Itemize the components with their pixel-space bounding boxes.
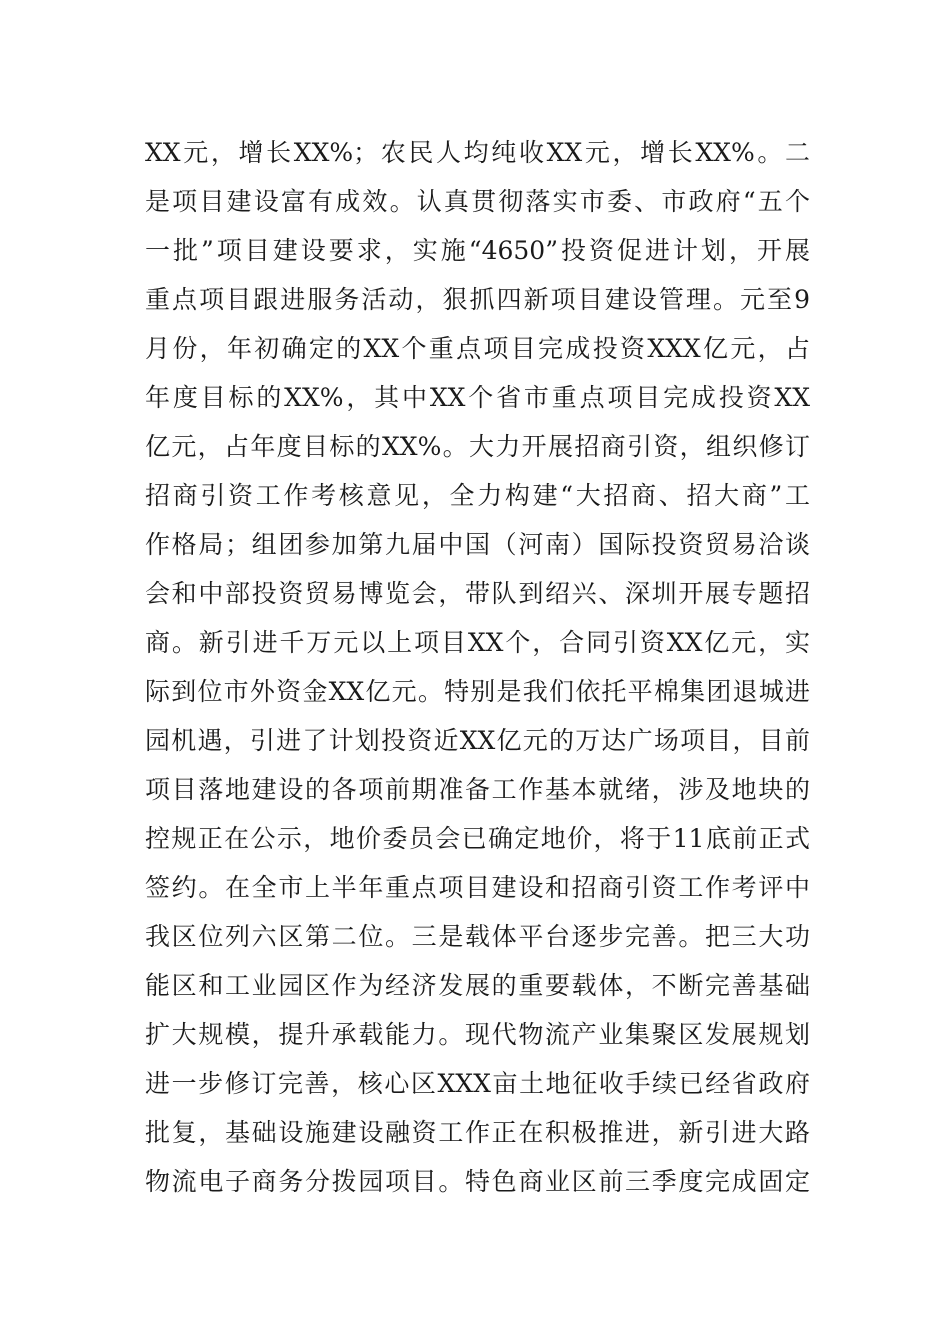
- text-line: 会和中部投资贸易博览会，带队到绍兴、深圳开展专题招: [145, 579, 810, 608]
- text-line: 招商引资工作考核意见，全力构建“大招商、招大商”工: [145, 481, 810, 510]
- text-line: 签约。在全市上半年重点项目建设和招商引资工作考评中: [145, 873, 810, 902]
- text-line: 我区位列六区第二位。三是载体平台逐步完善。把三大功: [145, 922, 810, 951]
- text-line: 际到位市外资金XX亿元。特别是我们依托平棉集团退城进: [145, 677, 810, 706]
- body-text: [145, 128, 810, 1206]
- text-line: 一批”项目建设要求，实施“4650”投资促进计划，开展: [145, 236, 810, 265]
- text-line: 项目落地建设的各项前期准备工作基本就绪，涉及地块的: [145, 775, 810, 804]
- text-line: 是项目建设富有成效。认真贯彻落实市委、市政府“五个: [145, 187, 810, 216]
- text-line: 扩大规模，提升承载能力。现代物流产业集聚区发展规划: [145, 1020, 810, 1049]
- text-line: 重点项目跟进服务活动，狠抓四新项目建设管理。元至9: [145, 285, 810, 314]
- text-line: 作格局；组团参加第九届中国（河南）国际投资贸易洽谈: [145, 530, 810, 559]
- text-line: 进一步修订完善，核心区XXX亩土地征收手续已经省政府: [145, 1069, 810, 1098]
- text-line: 控规正在公示，地价委员会已确定地价，将于11底前正式: [145, 824, 810, 853]
- text-line: 能区和工业园区作为经济发展的重要载体，不断完善基础: [145, 971, 810, 1000]
- text-line: 月份，年初确定的XX个重点项目完成投资XXX亿元，占: [145, 334, 810, 363]
- text-line: 物流电子商务分拨园项目。特色商业区前三季度完成固定: [145, 1167, 810, 1196]
- text-line: 亿元，占年度目标的XX%。大力开展招商引资，组织修订: [145, 432, 810, 461]
- text-line: 商。新引进千万元以上项目XX个，合同引资XX亿元，实: [145, 628, 810, 657]
- text-line: 批复，基础设施建设融资工作正在积极推进，新引进大路: [145, 1118, 810, 1147]
- text-line: 园机遇，引进了计划投资近XX亿元的万达广场项目，目前: [145, 726, 810, 755]
- text-line: 年度目标的XX%，其中XX个省市重点项目完成投资XX: [145, 383, 810, 412]
- text-line: XX元，增长XX%；农民人均纯收XX元，增长XX%。二: [145, 138, 810, 167]
